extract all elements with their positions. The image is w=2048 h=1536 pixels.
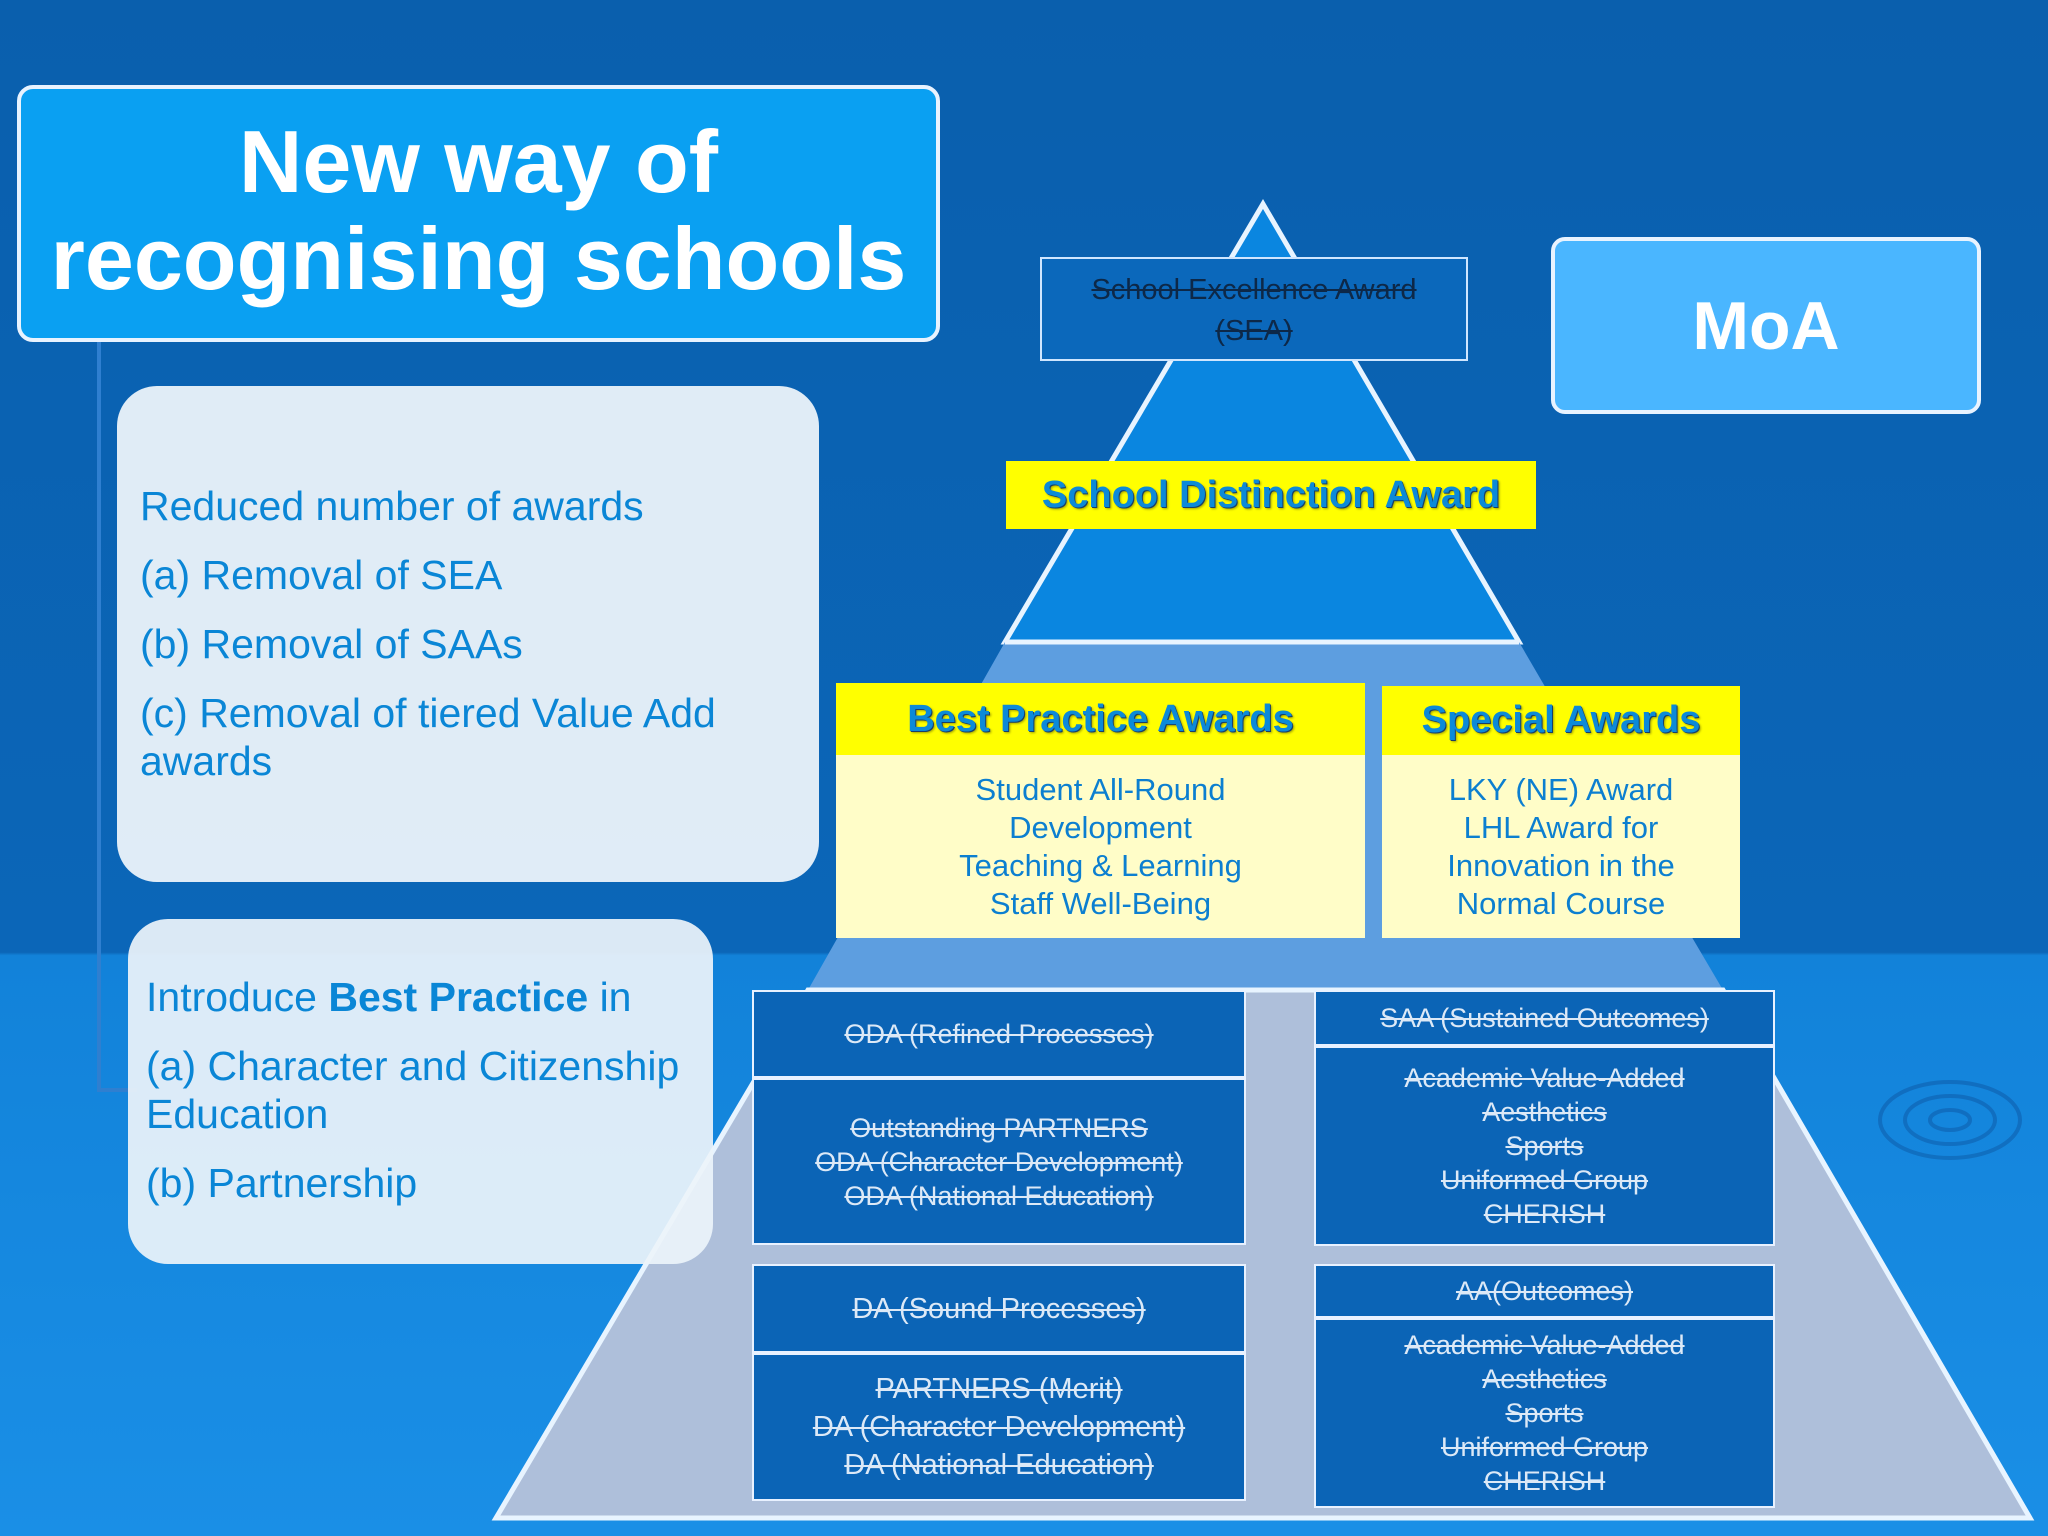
special-awards-line: LHL Award for: [1463, 809, 1659, 845]
best-practice-line: Teaching & Learning: [959, 847, 1242, 883]
da-body: [752, 1353, 1246, 1501]
aa-line: Uniformed Group: [1440, 1432, 1649, 1462]
note-reduced-awards: [117, 386, 819, 882]
saa-line: Academic Value-Added: [1404, 1063, 1685, 1093]
saa-line: Aesthetics: [1482, 1097, 1607, 1127]
best-practice-line: Staff Well-Being: [989, 885, 1212, 921]
saa-body: [1314, 1046, 1775, 1246]
note-heading: Reduced number of awards: [140, 483, 644, 529]
da-header: DA (Sound Processes): [752, 1264, 1246, 1353]
special-awards-line: Innovation in the: [1447, 847, 1675, 883]
best-practice-line: Development: [1009, 809, 1192, 845]
saa-line: CHERISH: [1483, 1199, 1606, 1229]
special-awards-line: Normal Course: [1456, 885, 1666, 921]
da-line: DA (Character Development): [812, 1411, 1186, 1443]
special-awards-line: LKY (NE) Award: [1448, 771, 1674, 807]
oda-line: ODA (Character Development): [815, 1146, 1183, 1177]
aa-line: Aesthetics: [1482, 1364, 1607, 1394]
best-practice-body: [836, 755, 1365, 938]
oda-header: ODA (Refined Processes): [752, 990, 1246, 1078]
sda-award-box: School Distinction Award: [1006, 461, 1536, 529]
aa-body: [1314, 1318, 1775, 1508]
slide-title: New way of recognising schools: [17, 85, 940, 342]
moa-label: MoA: [1551, 237, 1981, 414]
aa-header: AA(Outcomes): [1314, 1264, 1775, 1318]
oda-line: Outstanding PARTNERS: [850, 1112, 1148, 1143]
note-item: (c) Removal of tiered Value Add awards: [140, 690, 716, 784]
sea-line: School Excellence Award: [1091, 274, 1417, 306]
oda-line: ODA (National Education): [844, 1180, 1154, 1211]
note-item: (a) Character and Citizenship Education: [146, 1043, 680, 1137]
best-practice-line: Student All-Round: [975, 771, 1226, 807]
note-best-practice: [128, 919, 713, 1264]
aa-line: CHERISH: [1483, 1466, 1606, 1496]
pyramid-base-tier: [496, 990, 2030, 1518]
aa-line: Academic Value-Added: [1404, 1330, 1685, 1360]
da-line: DA (National Education): [844, 1449, 1154, 1481]
da-line: PARTNERS (Merit): [875, 1373, 1123, 1405]
note-item: (a) Removal of SEA: [140, 552, 503, 598]
note-item: (b) Partnership: [146, 1160, 418, 1206]
saa-line: Uniformed Group: [1440, 1165, 1649, 1195]
special-awards-body: [1382, 755, 1740, 938]
oda-body: [752, 1078, 1246, 1245]
connector-line: [97, 342, 101, 1092]
best-practice-header: Best Practice Awards: [836, 683, 1365, 755]
aa-line: Sports: [1505, 1398, 1584, 1428]
special-awards-header: Special Awards: [1382, 686, 1740, 755]
saa-header: SAA (Sustained Outcomes): [1314, 990, 1775, 1046]
note-item: (b) Removal of SAAs: [140, 621, 523, 667]
sea-line: (SEA): [1215, 315, 1293, 347]
saa-line: Sports: [1505, 1131, 1584, 1161]
sea-award-box: [1040, 257, 1468, 361]
note-intro-bold: Best Practice: [328, 974, 589, 1020]
note-intro: Introduce Best Practice in: [146, 974, 632, 1020]
